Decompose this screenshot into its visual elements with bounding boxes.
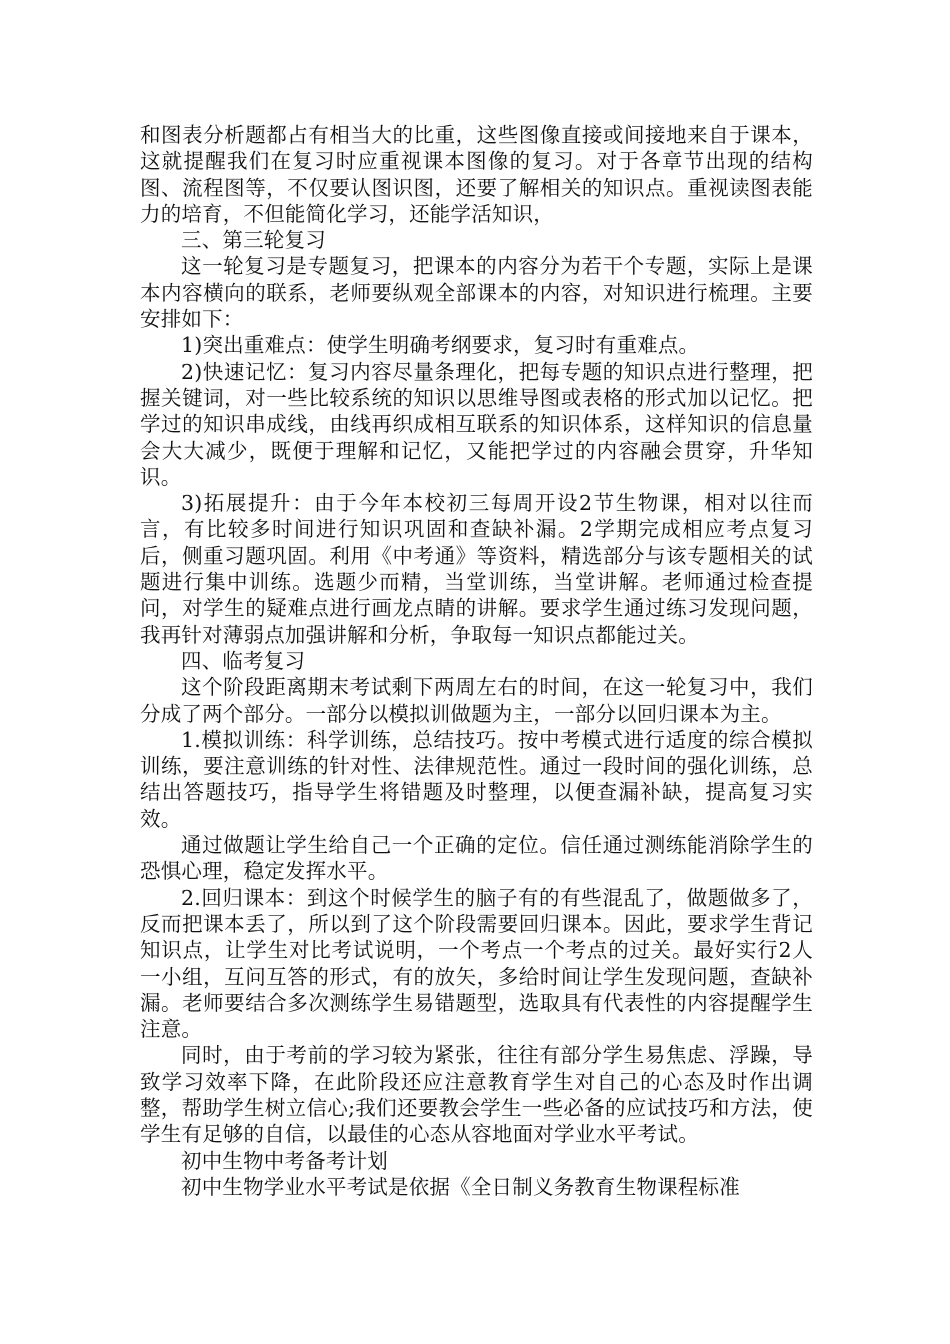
paragraph: 通过做题让学生给自己一个正确的定位。信任通过测练能消除学生的恐惧心理，稳定发挥水平。 xyxy=(140,833,813,884)
section-heading: 三、第三轮复习 xyxy=(181,228,326,253)
document-title: 初中生物中考备考计划 xyxy=(181,1148,388,1173)
paragraph: 初中生物学业水平考试是依据《全日制义务教育生物课程标准 xyxy=(181,1174,740,1199)
paragraph: 同时，由于考前的学习较为紧张，往往有部分学生易焦虑、浮躁，导致学习效率下降，在此阶段还应注意教育学生对自己的心态及时作出调整，帮助学生树立信心;我们还要教会学生一些必备的应试技巧和方法，使学生有足够的自信，以最佳的心态从容地面对学业水平考试。 xyxy=(140,1043,813,1147)
document-body xyxy=(140,122,813,1200)
paragraph: 和图表分析题都占有相当大的比重，这些图像直接或间接地来自于课本，这就提醒我们在复习时应重视课本图像的复习。对于各章节出现的结构图、流程图等，不仅要认图识图，还要了解相关的知识点。重视读图表能力的培育，不但能简化学习，还能学活知识， xyxy=(140,123,813,226)
list-item: 1.模拟训练：科学训练，总结技巧。按中考模式进行适度的综合模拟训练，要注意训练的针对性、法律规范性。通过一段时间的强化训练，总结出答题技巧，指导学生将错题及时整理，以便查漏补缺，提高复习实效。 xyxy=(140,727,813,831)
section-heading: 四、临考复习 xyxy=(181,648,306,673)
list-item: 2.回归课本：到这个时候学生的脑子有的有些混乱了，做题做多了，反而把课本丢了，所以到了这个阶段需要回归课本。因此，要求学生背记知识点，让学生对比考试说明，一个考点一个考点的过关。最好实行2人一小组，互问互答的形式，有的放矢，多给时间让学生发现问题，查缺补漏。老师要结合多次测练学生易错题型，选取具有代表性的内容提醒学生注意。 xyxy=(140,885,813,1042)
list-item: 1)突出重难点：使学生明确考纲要求，复习时有重难点。 xyxy=(181,333,700,358)
paragraph: 这一轮复习是专题复习，把课本的内容分为若干个专题，实际上是课本内容横向的联系，老师要纵观全部课本的内容，对知识进行梳理。主要安排如下： xyxy=(140,254,813,332)
paragraph: 这个阶段距离期末考试剩下两周左右的时间，在这一轮复习中，我们分成了两个部分。一部分以模拟训做题为主，一部分以回归课本为主。 xyxy=(140,675,813,726)
list-item: 2)快速记忆：复习内容尽量条理化，把每专题的知识点进行整理，把握关键词，对一些比较系统的知识以思维导图或表格的形式加以记忆。把学过的知识串成线，由线再织成相互联系的知识体系，这样知识的信息量会大大减少，既便于理解和记忆，又能把学过的内容融会贯穿，升华知识。 xyxy=(140,359,813,489)
list-item: 3)拓展提升：由于今年本校初三每周开设2节生物课，相对以往而言，有比较多时间进行知识巩固和查缺补漏。2学期完成相应考点复习后，侧重习题巩固。利用《中考通》等资料，精选部分与该专题相关的试题进行集中训练。选题少而精，当堂训练，当堂讲解。老师通过检查提问，对学生的疑难点进行画龙点睛的讲解。要求学生通过练习发现问题，我再针对薄弱点加强讲解和分析，争取每一知识点都能过关。 xyxy=(140,491,813,647)
